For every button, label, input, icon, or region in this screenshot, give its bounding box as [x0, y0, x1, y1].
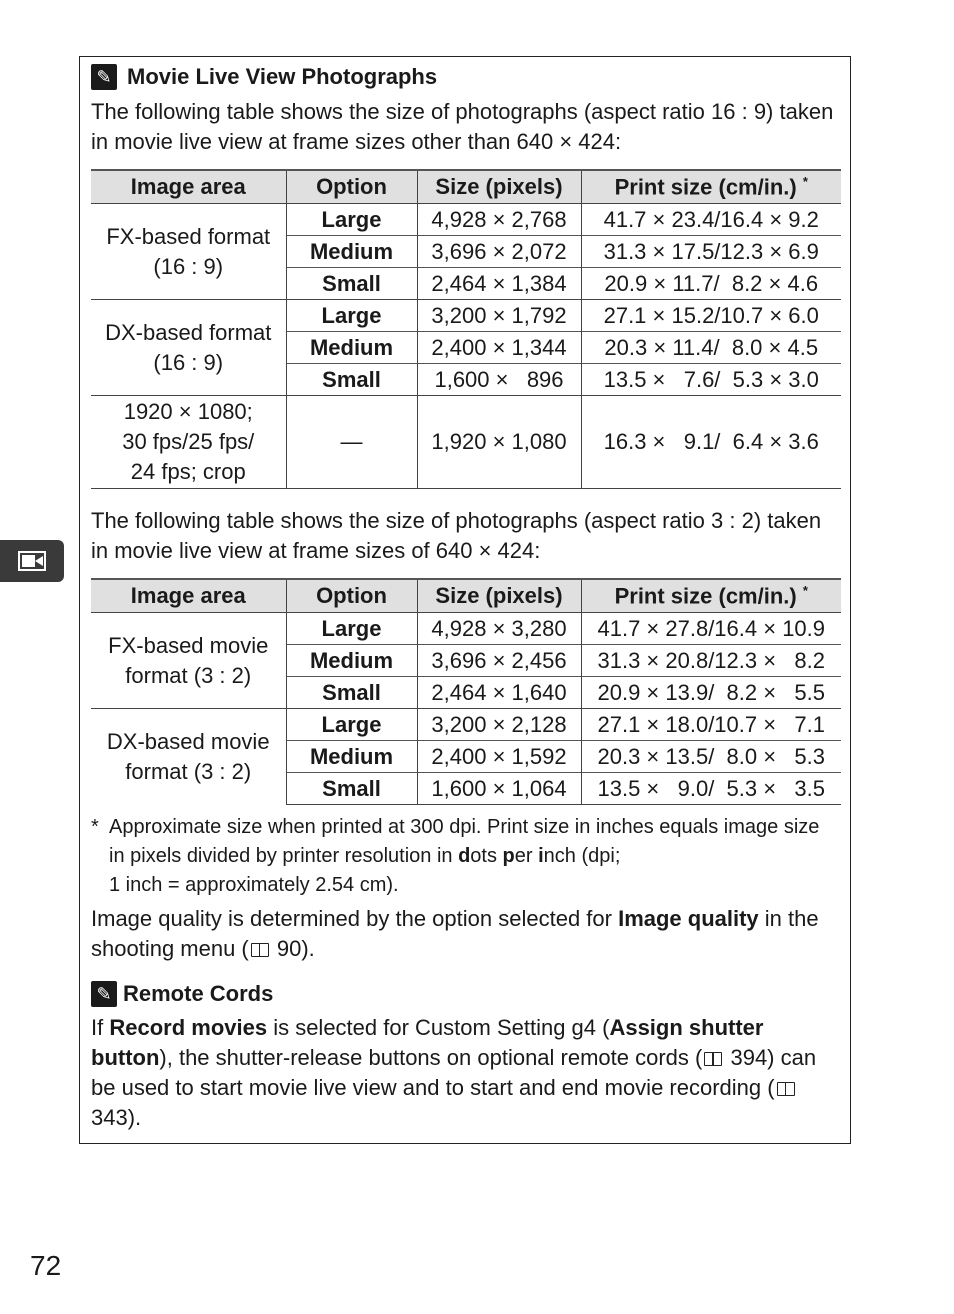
print-size-cell: 31.3 × 17.5/12.3 × 6.9 [581, 236, 841, 268]
size-cell: 1,920 × 1,080 [417, 396, 581, 489]
image-quality-paragraph: Image quality is determined by the option selected for Image quality in the shooting menu ( 90). [91, 906, 819, 961]
option-cell: Medium [286, 741, 417, 773]
print-size-cell: 13.5 × 9.0/ 5.3 × 3.5 [581, 773, 841, 805]
photo-size-table-3-2 [91, 578, 841, 805]
option-cell: Small [286, 364, 417, 396]
option-cell: Large [286, 204, 417, 236]
option-cell: Medium [286, 645, 417, 677]
size-cell: 3,200 × 2,128 [417, 709, 581, 741]
col-header-size: Size (pixels) [417, 170, 581, 204]
footnote-line-3: 1 inch = approximately 2.54 cm). [109, 874, 399, 896]
image-area-cell: FX-based movie format (3 : 2) [91, 613, 286, 709]
image-area-cell: FX-based format (16 : 9) [91, 204, 286, 300]
movie-camera-icon [17, 548, 47, 574]
footnote-marker: * [91, 816, 99, 838]
print-size-cell: 27.1 × 18.0/10.7 × 7.1 [581, 709, 841, 741]
page-reference-icon [704, 1052, 722, 1066]
print-size-cell: 41.7 × 23.4/16.4 × 9.2 [581, 204, 841, 236]
movie-note-title: Movie Live View Photographs [127, 64, 438, 89]
print-size-cell: 13.5 × 7.6/ 5.3 × 3.0 [581, 364, 841, 396]
option-cell: Large [286, 709, 417, 741]
photo-size-table-16-9 [91, 169, 841, 489]
chapter-tab [0, 540, 64, 582]
remote-note-heading [91, 980, 273, 1008]
table-header-row [91, 170, 841, 204]
intro-paragraph-1: The following table shows the size of photographs (aspect ratio 16 : 9) taken in movie live view at frame sizes other than 640 × 424: [91, 99, 834, 154]
print-size-cell: 20.3 × 13.5/ 8.0 × 5.3 [581, 741, 841, 773]
intro-paragraph-2: The following table shows the size of photographs (aspect ratio 3 : 2) taken in movie live view at frame sizes of 640 × 424: [91, 508, 822, 563]
size-cell: 3,696 × 2,072 [417, 236, 581, 268]
size-cell: 2,400 × 1,592 [417, 741, 581, 773]
note-pencil-icon: ✎ [91, 981, 117, 1007]
table-row [91, 204, 841, 236]
table-header-row [91, 579, 841, 613]
footnote-marker: * [802, 582, 808, 598]
size-cell: 2,464 × 1,640 [417, 677, 581, 709]
option-cell: Medium [286, 236, 417, 268]
size-cell: 3,696 × 2,456 [417, 645, 581, 677]
page-reference-icon [251, 943, 269, 957]
remote-cords-paragraph: If Record movies is selected for Custom Setting g4 (Assign shutter button), the shutter-release buttons on optional remote cords ( 394) can be used to start movie live view and to start and end movie recording ( 343). [91, 1015, 817, 1130]
print-size-cell: 27.1 × 15.2/10.7 × 6.0 [581, 300, 841, 332]
print-size-cell: 16.3 × 9.1/ 6.4 × 3.6 [581, 396, 841, 489]
table-row [91, 709, 841, 741]
print-size-cell: 41.7 × 27.8/16.4 × 10.9 [581, 613, 841, 645]
print-size-cell: 31.3 × 20.8/12.3 × 8.2 [581, 645, 841, 677]
col-header-image-area: Image area [91, 170, 286, 204]
size-cell: 4,928 × 2,768 [417, 204, 581, 236]
option-cell: Large [286, 300, 417, 332]
image-area-cell: DX-based format (16 : 9) [91, 300, 286, 396]
col-header-print-size: Print size (cm/in.) * [581, 579, 841, 613]
size-cell: 4,928 × 3,280 [417, 613, 581, 645]
image-area-cell: 1920 × 1080; 30 fps/25 fps/ 24 fps; crop [91, 396, 286, 489]
print-size-cell: 20.3 × 11.4/ 8.0 × 4.5 [581, 332, 841, 364]
option-cell: Small [286, 773, 417, 805]
image-area-cell: DX-based movie format (3 : 2) [91, 709, 286, 805]
page-number: 72 [30, 1250, 62, 1281]
print-size-cell: 20.9 × 11.7/ 8.2 × 4.6 [581, 268, 841, 300]
table-row [91, 613, 841, 645]
remote-note-title: Remote Cords [123, 981, 274, 1006]
size-cell: 2,400 × 1,344 [417, 332, 581, 364]
footnote-marker: * [802, 173, 808, 189]
col-header-print-size: Print size (cm/in.) * [581, 170, 841, 204]
movie-note-heading [91, 63, 437, 91]
footnote: * Approximate size when printed at 300 dpi. Print size in inches equals image size in pixels divided by printer resolution in dots per inch (dpi; 1 inch = approximately 2.54 cm). [91, 813, 829, 900]
option-cell: Medium [286, 332, 417, 364]
page-reference-icon [777, 1082, 795, 1096]
option-cell: Small [286, 268, 417, 300]
size-cell: 1,600 × 1,064 [417, 773, 581, 805]
note-box [79, 56, 851, 1144]
col-header-option: Option [286, 170, 417, 204]
col-header-image-area: Image area [91, 579, 286, 613]
col-header-size: Size (pixels) [417, 579, 581, 613]
option-cell: Small [286, 677, 417, 709]
size-cell: 3,200 × 1,792 [417, 300, 581, 332]
table-row [91, 300, 841, 332]
option-cell: Large [286, 613, 417, 645]
option-cell: — [286, 396, 417, 489]
size-cell: 2,464 × 1,384 [417, 268, 581, 300]
print-size-cell: 20.9 × 13.9/ 8.2 × 5.5 [581, 677, 841, 709]
note-pencil-icon: ✎ [91, 64, 117, 90]
col-header-option: Option [286, 579, 417, 613]
table-row [91, 396, 841, 489]
size-cell: 1,600 × 896 [417, 364, 581, 396]
